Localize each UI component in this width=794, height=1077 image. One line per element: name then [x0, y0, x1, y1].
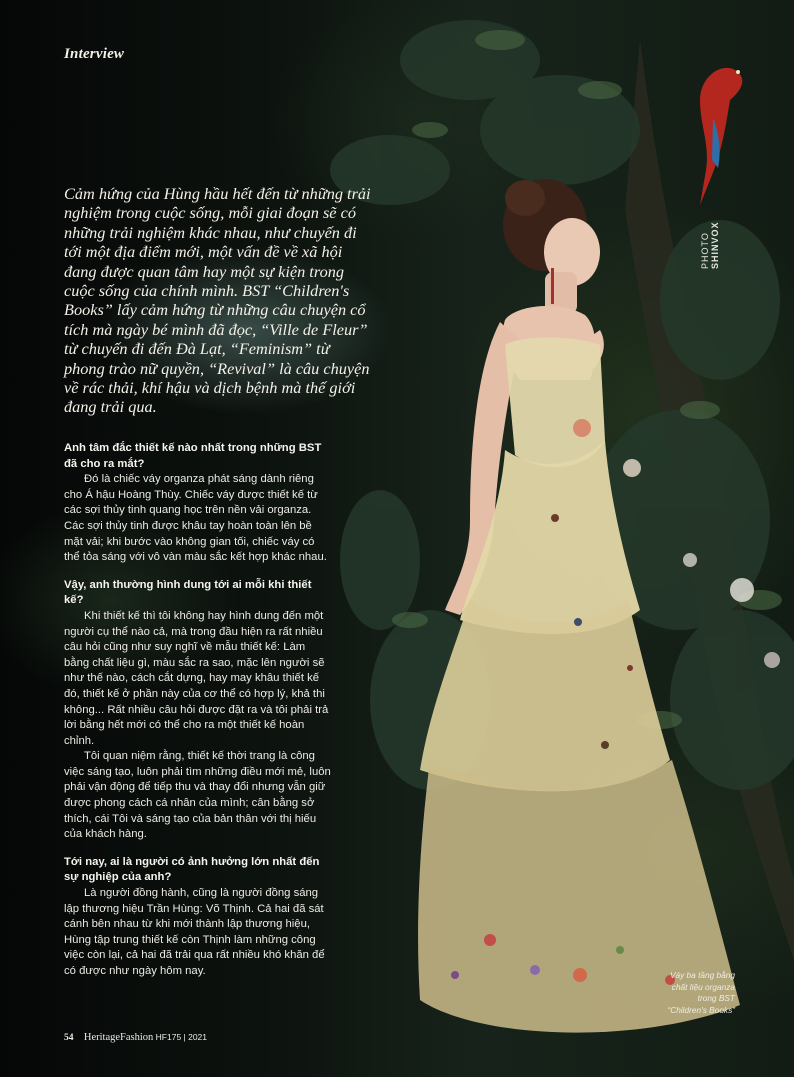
photo-credit-prefix: PHOTO: [700, 232, 710, 269]
interview-body: [64, 441, 332, 980]
photo-credit: [700, 184, 720, 269]
photo-caption: Váy ba tầng bằng chất liệu organza trong BST “Children's Books”: [667, 970, 735, 1015]
interview-answer: Khi thiết kế thì tôi không hay hình dung đến một người cụ thể nào cả, mà trong đầu hiện ra rất nhiều câu hỏi cũng như suy nghĩ về mẫu thiết kế: Làm bằng chất liệu gì, màu sắc ra sao, mặc lên người sẽ như thế nào, cách cắt dựng, hay may khâu thiết kế đó, thiết kế ở phần này của cơ thể có hợp lý, khả thi không... Rất nhiều câu hỏi được đặt ra và tôi phải trả lời bằng hết mới có thể cho ra một thiết kế hoàn chỉnh.: [64, 609, 329, 747]
pull-quote: Cảm hứng của Hùng hầu hết đến từ những trải nghiệm trong cuộc sống, mỗi giai đoạn sẽ có những trải nghiệm khác nhau, như chuyến đi tới một địa điểm mới, một vấn đề về xã hội đang được quan tâm hay một sự kiện trong cuộc sống của chính mình. BST “Children's Books” lấy cảm hứng từ những câu chuyện cổ tích mà ngày bé mình đã đọc, “Ville de Fleur” từ chuyến đi đến Đà Lạt, “Feminism” từ phong trào nữ quyền, “Revival” là câu chuyện về rác thải, khí hậu và dịch bệnh mà thế giới đang trải qua.: [64, 184, 371, 417]
section-label: Interview: [64, 46, 125, 62]
interview-answer: Là người đồng hành, cũng là người đồng sáng lập thương hiệu Trần Hùng: Võ Thịnh. Cả hai đã sát cánh bên nhau từ khi mới thành lập thương hiệu, Hùng tập trung thiết kế còn Thịnh làm những công việc còn lại, cả hai đã trải qua rất nhiều khó khăn để có được như ngày hôm nay.: [64, 887, 325, 977]
interview-question: Anh tâm đắc thiết kế nào nhất trong những BST đã cho ra mắt?: [64, 442, 322, 470]
page-number: 54: [64, 1033, 74, 1043]
interview-answer: Đó là chiếc váy organza phát sáng dành riêng cho Á hậu Hoàng Thùy. Chiếc váy được thiết kế từ các sợi thủy tinh quang học trên nền vải organza. Các sợi thủy tinh được khâu tay hoàn toàn lên bề mặt vải; khi bước vào không gian tối, chiếc váy có thể tỏa sáng với vô vàn màu sắc kết hợp khác nhau.: [64, 473, 327, 564]
magazine-name: HeritageFashion: [83, 1032, 154, 1043]
interview-question: Tới nay, ai là người có ảnh hưởng lớn nhất đến sự nghiệp của anh?: [64, 855, 320, 884]
page-footer: [64, 1032, 207, 1043]
interview-answer: Tôi quan niệm rằng, thiết kế thời trang là công việc sáng tạo, luôn phải tìm những điều mới mẻ, luôn phải vận động để tiếp thu và thay đổi nhưng vẫn giữ được phong cách cá nhân của mình; cân bằng sở thích, cái Tôi và sáng tạo của bản thân với thị hiếu của khách hàng.: [64, 750, 331, 841]
issue-info: HF175 | 2021: [155, 1032, 208, 1042]
interview-question: Vậy, anh thường hình dung tới ai mỗi khi thiết kế?: [64, 578, 312, 607]
photo-credit-name: SHINVOX: [710, 221, 720, 269]
